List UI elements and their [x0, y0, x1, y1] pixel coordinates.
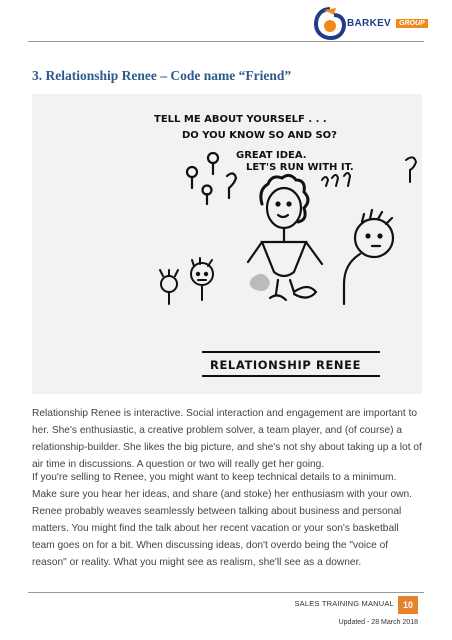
bubble-line-3: GREAT IDEA. [236, 150, 307, 161]
section-heading: 3. Relationship Renee – Code name “Friend” [32, 68, 292, 83]
bubble-line-4: LET'S RUN WITH IT. [246, 162, 354, 173]
company-logo [314, 6, 432, 40]
illustration-caption: RELATIONSHIP RENEE [210, 358, 362, 372]
logo-mark-icon [314, 6, 346, 40]
logo-name: BARKEV [347, 18, 392, 29]
listener-man-figure [344, 210, 393, 304]
header-divider [28, 41, 424, 42]
page-number: 10 [398, 596, 418, 614]
relationship-renee-illustration [32, 94, 422, 394]
paragraph-2: If you're selling to Renee, you might want to keep technical details to a minimum. Make sure you hear her ideas, and share (and stoke) her enthusiasm with your own. Renee probably weaves seamlessly between talking about business and personal matters. You might find the talk about her recent vacation or your son's basketball team goes on for a bit. When discussing ideas, don't overdo being the "voice of reason" or reality. What you might see as realism, she'll see as a downer. [32, 472, 412, 568]
footer-divider [28, 592, 424, 593]
paragraph-1: Relationship Renee is interactive. Social interaction and engagement are important to her. She's enthusiastic, a creative problem solver, a team player, and (of course) a relationship-builder. She likes the big picture, and she's not shy about taking up a lot of air time in discussions. A question or two will really get her going. [32, 408, 422, 470]
balloons-left-icon [187, 153, 236, 204]
logo-group-label: GROUP [396, 19, 428, 28]
motion-blur-shape [250, 274, 270, 291]
bubble-line-2: DO YOU KNOW SO AND SO? [182, 130, 337, 141]
small-figures-left [160, 258, 213, 304]
footer-manual-title: SALES TRAINING MANUAL [294, 599, 394, 608]
footer-updated-date: Updated - 28 March 2018 [338, 619, 418, 626]
bubble-line-1: TELL ME ABOUT YOURSELF . . . [154, 114, 327, 125]
